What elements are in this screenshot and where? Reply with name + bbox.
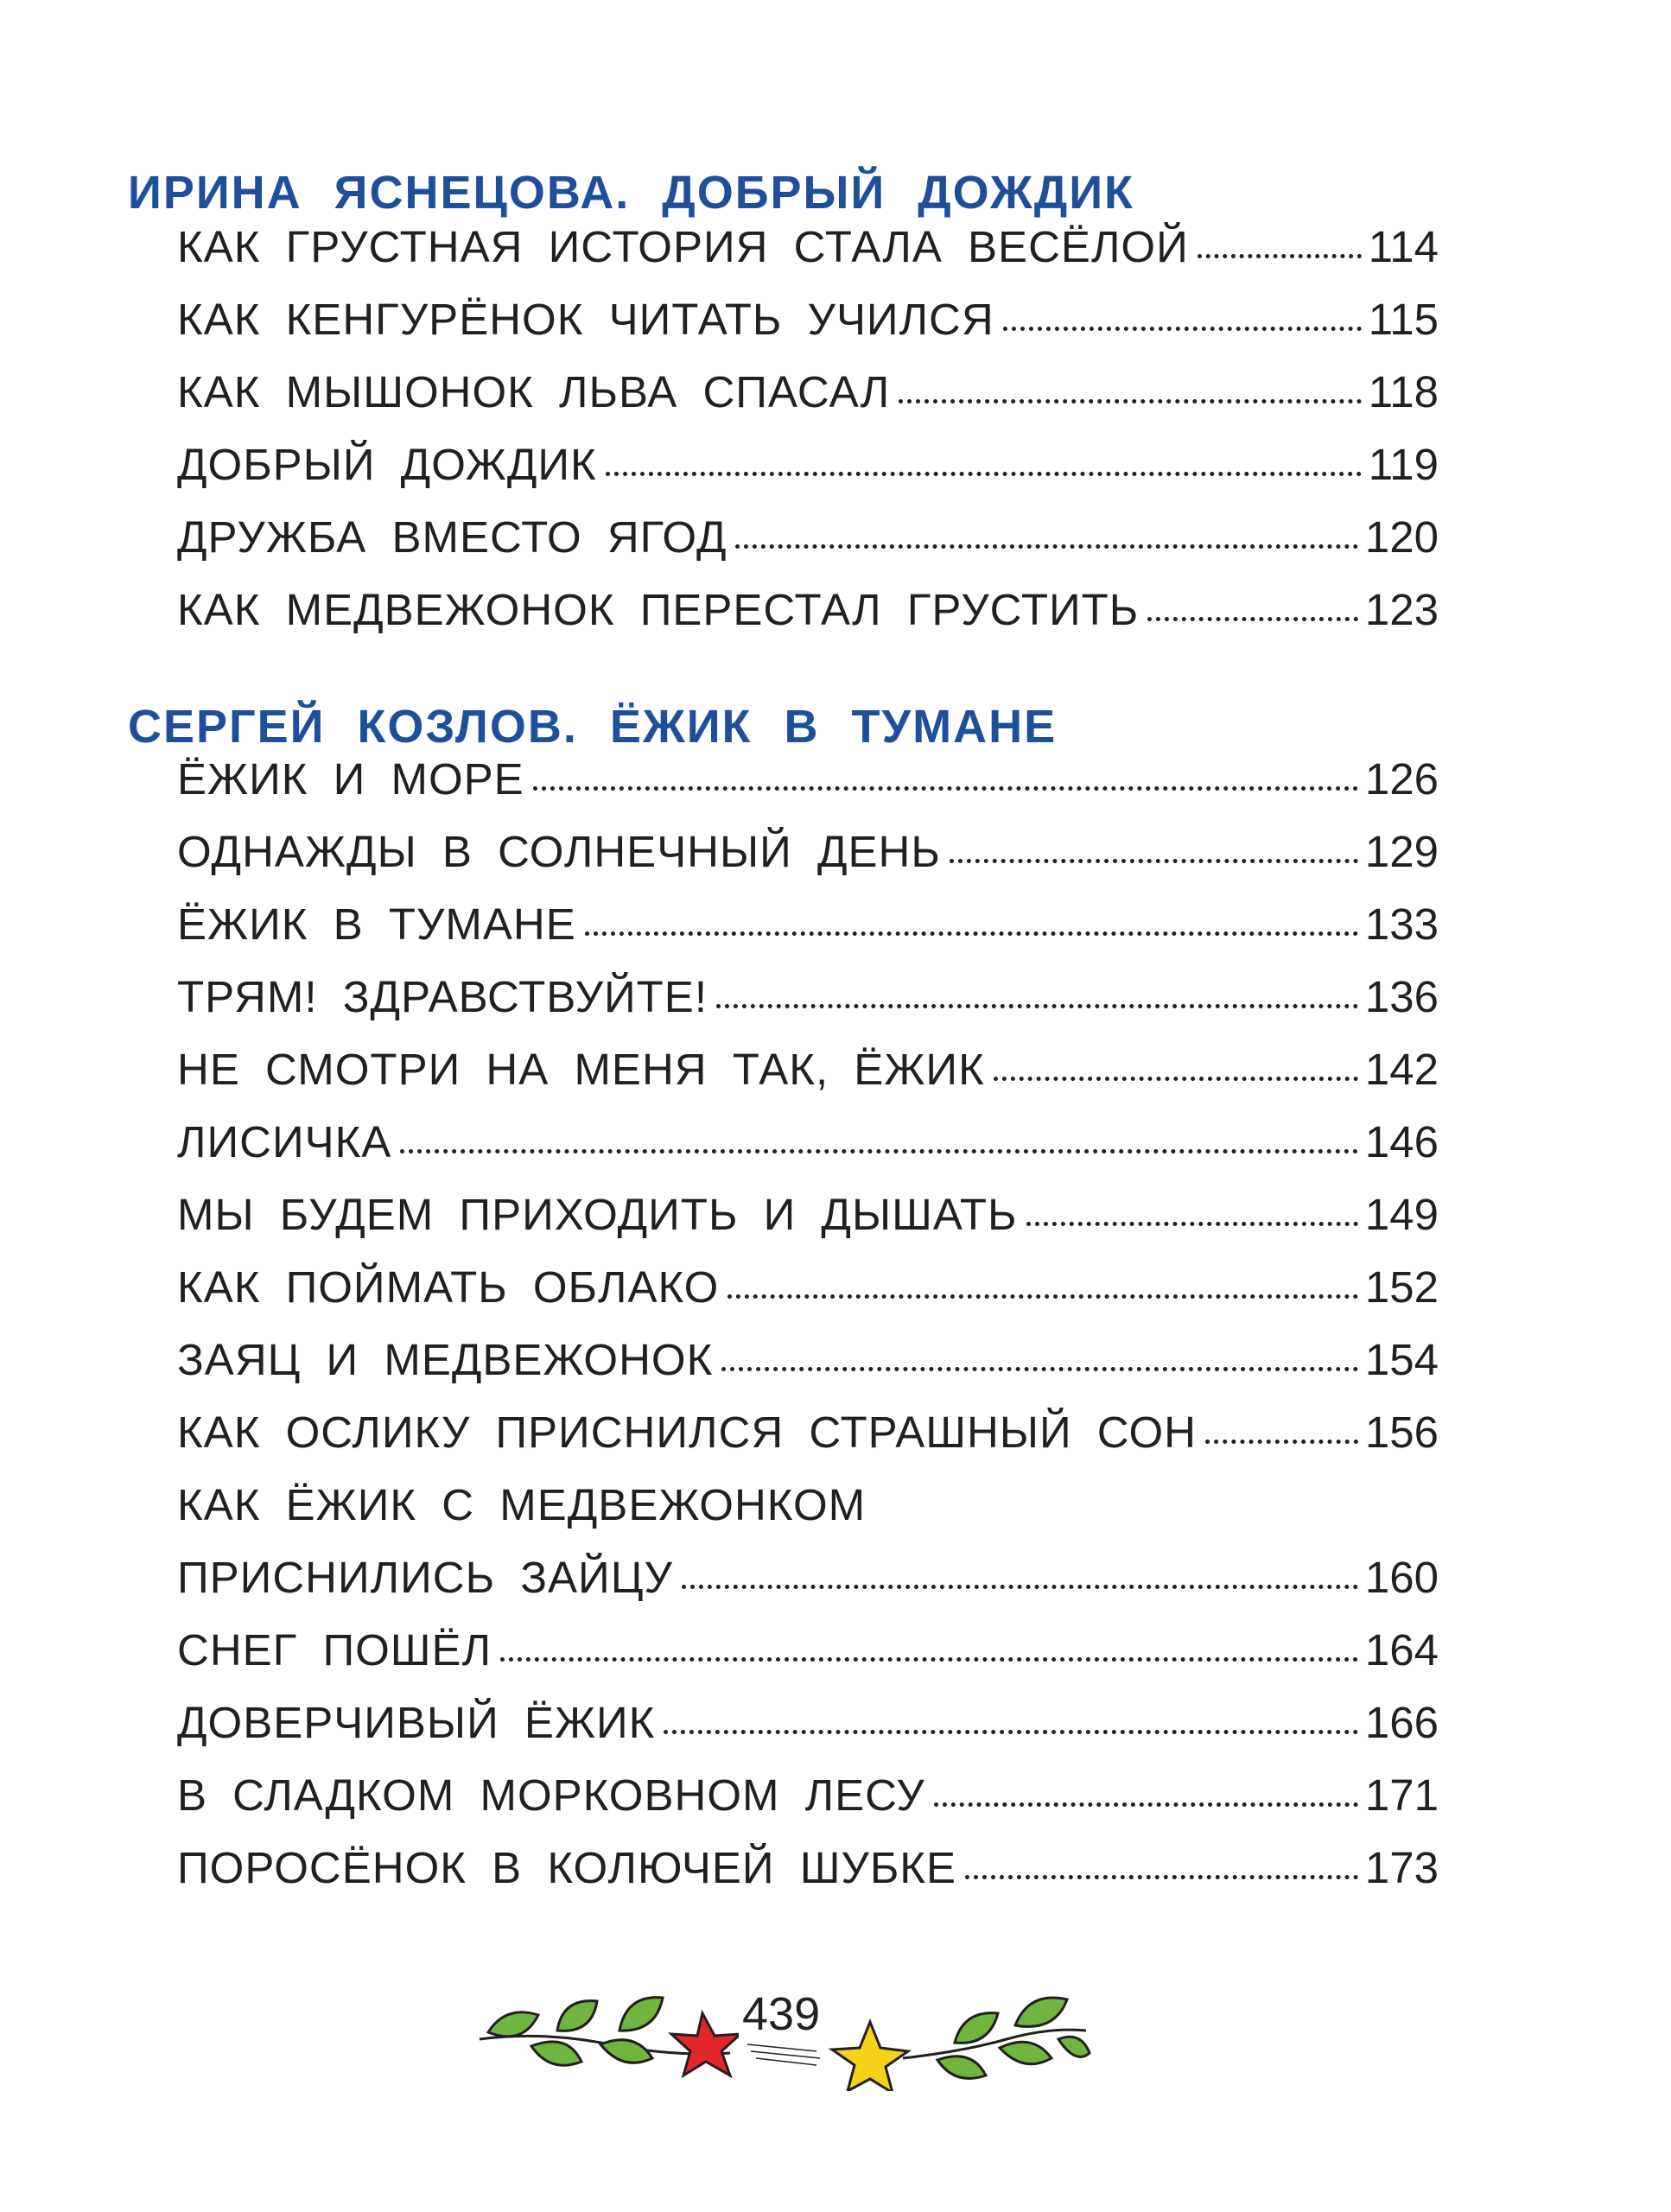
toc-entry-page: 146 (1364, 1117, 1439, 1166)
toc-entry[interactable] (177, 1116, 1439, 1189)
toc-entry-title: КАК МЫШОНОК ЛЬВА СПАСАЛ (177, 367, 891, 416)
toc-entry-page: 166 (1364, 1698, 1439, 1747)
toc-entry[interactable] (177, 753, 1439, 826)
red-star-icon (671, 2013, 740, 2075)
toc-entry-title: МЫ БУДЕМ ПРИХОДИТЬ И ДЫШАТЬ (177, 1190, 1018, 1239)
toc-entry-title: ЛИСИЧКА (177, 1117, 392, 1166)
toc-entry[interactable] (177, 584, 1439, 657)
motion-lines (747, 2044, 820, 2065)
toc-entry[interactable] (177, 1624, 1439, 1697)
toc-entry[interactable] (177, 294, 1439, 366)
toc-entry[interactable] (177, 1842, 1439, 1915)
toc-entry[interactable] (177, 512, 1439, 584)
dot-leader (721, 1367, 1358, 1371)
dot-leader (1205, 1440, 1358, 1444)
dot-leader (682, 1585, 1358, 1589)
toc-entry[interactable] (177, 1044, 1439, 1116)
toc-entry[interactable] (177, 1697, 1439, 1770)
toc-entry-line2 (177, 1552, 1439, 1624)
toc-entry-page: 142 (1364, 1045, 1439, 1094)
toc-entry-title: КАК ПОЙМАТЬ ОБЛАКО (177, 1262, 720, 1312)
toc-entry-page: 120 (1364, 512, 1439, 562)
toc-entry-title: ОДНАЖДЫ В СОЛНЕЧНЫЙ ДЕНЬ (177, 827, 941, 876)
toc-entry[interactable] (177, 971, 1439, 1044)
toc-entry-page: 133 (1364, 899, 1439, 949)
toc-entry-page: 171 (1364, 1770, 1439, 1820)
toc-entry-page: 114 (1368, 222, 1439, 271)
section-heading-kozlov: СЕРГЕЙ КОЗЛОВ. ЁЖИК В ТУМАНЕ (128, 701, 1058, 753)
dot-leader (899, 399, 1362, 404)
yellow-star-icon (832, 2022, 908, 2091)
toc-entry-title: ДОБРЫЙ ДОЖДИК (177, 440, 597, 489)
toc-entry[interactable] (177, 1770, 1439, 1842)
toc-entry-page: 123 (1364, 585, 1439, 634)
dot-leader (965, 1875, 1358, 1879)
section-heading-yasnetsova: ИРИНА ЯСНЕЦОВА. ДОБРЫЙ ДОЖДИК (128, 167, 1135, 219)
toc-entry-page: 149 (1364, 1190, 1439, 1239)
toc-entry[interactable] (177, 1262, 1439, 1334)
toc-entry-page: 129 (1364, 827, 1439, 876)
dot-leader (400, 1149, 1358, 1154)
toc-entry-title: ЗАЯЦ И МЕДВЕЖОНОК (177, 1335, 714, 1384)
toc-entry-page: 126 (1364, 754, 1439, 804)
leaf-branch-icon (903, 1998, 1090, 2078)
toc-entry-page: 119 (1368, 440, 1439, 489)
dot-leader (727, 1294, 1358, 1299)
toc-entry[interactable] (177, 1479, 1439, 1624)
toc-entry-page: 154 (1364, 1335, 1439, 1384)
toc-list-kozlov (177, 753, 1439, 1915)
toc-entry-title: КАК ГРУСТНАЯ ИСТОРИЯ СТАЛА ВЕСЁЛОЙ (177, 222, 1189, 271)
toc-entry-title: ТРЯМ! ЗДРАВСТВУЙТЕ! (177, 972, 708, 1021)
dot-leader (606, 472, 1362, 476)
toc-entry-title: ДОВЕРЧИВЫЙ ЁЖИК (177, 1698, 656, 1747)
toc-list-yasnetsova (177, 221, 1439, 657)
toc-entry-title-line2: ПРИСНИЛИСЬ ЗАЙЦУ (177, 1553, 673, 1602)
toc-entry[interactable] (177, 1334, 1439, 1407)
toc-entry-title: СНЕГ ПОШЁЛ (177, 1625, 492, 1675)
toc-entry-title: ЁЖИК И МОРЕ (177, 754, 524, 804)
dot-leader (1198, 254, 1362, 258)
toc-entry-title: ПОРОСЁНОК В КОЛЮЧЕЙ ШУБКЕ (177, 1843, 957, 1892)
toc-entry[interactable] (177, 1407, 1439, 1479)
toc-entry-title: КАК КЕНГУРЁНОК ЧИТАТЬ УЧИЛСЯ (177, 295, 994, 344)
toc-entry-page: 160 (1364, 1553, 1439, 1602)
toc-entry[interactable] (177, 899, 1439, 971)
toc-entry-page: 115 (1368, 295, 1439, 344)
dot-leader (585, 931, 1358, 936)
dot-leader (735, 544, 1357, 549)
dot-leader (934, 1802, 1358, 1807)
dot-leader (500, 1657, 1358, 1662)
toc-entry[interactable] (177, 366, 1439, 439)
toc-entry-page: 173 (1364, 1843, 1439, 1892)
dot-leader (1026, 1222, 1358, 1226)
toc-entry-page: 156 (1364, 1408, 1439, 1457)
dot-leader (1003, 327, 1362, 331)
dot-leader (950, 859, 1358, 863)
toc-entry[interactable] (177, 826, 1439, 899)
toc-entry-page: 152 (1364, 1262, 1439, 1312)
toc-entry-title-line1: КАК ЁЖИК С МЕДВЕЖОНКОМ (177, 1480, 867, 1529)
dot-leader (716, 1004, 1358, 1008)
dot-leader (533, 786, 1358, 791)
toc-entry-page: 136 (1364, 972, 1439, 1021)
toc-entry-title: КАК МЕДВЕЖОНОК ПЕРЕСТАЛ ГРУСТИТЬ (177, 585, 1140, 634)
toc-entry-page: 164 (1364, 1625, 1439, 1675)
toc-entry-title: В СЛАДКОМ МОРКОВНОМ ЛЕСУ (177, 1770, 925, 1820)
toc-entry-title: ДРУЖБА ВМЕСТО ЯГОД (177, 512, 727, 562)
page-number: 439 (739, 1987, 823, 2041)
toc-entry[interactable] (177, 439, 1439, 512)
toc-entry[interactable] (177, 1189, 1439, 1262)
toc-entry-page: 118 (1368, 367, 1439, 416)
dot-leader (1147, 617, 1358, 621)
toc-entry-title: НЕ СМОТРИ НА МЕНЯ ТАК, ЁЖИК (177, 1045, 985, 1094)
toc-entry[interactable] (177, 221, 1439, 294)
dot-leader (664, 1730, 1358, 1734)
dot-leader (994, 1077, 1358, 1081)
toc-entry-title: КАК ОСЛИКУ ПРИСНИЛСЯ СТРАШНЫЙ СОН (177, 1408, 1197, 1457)
toc-entry-title: ЁЖИК В ТУМАНЕ (177, 899, 576, 949)
